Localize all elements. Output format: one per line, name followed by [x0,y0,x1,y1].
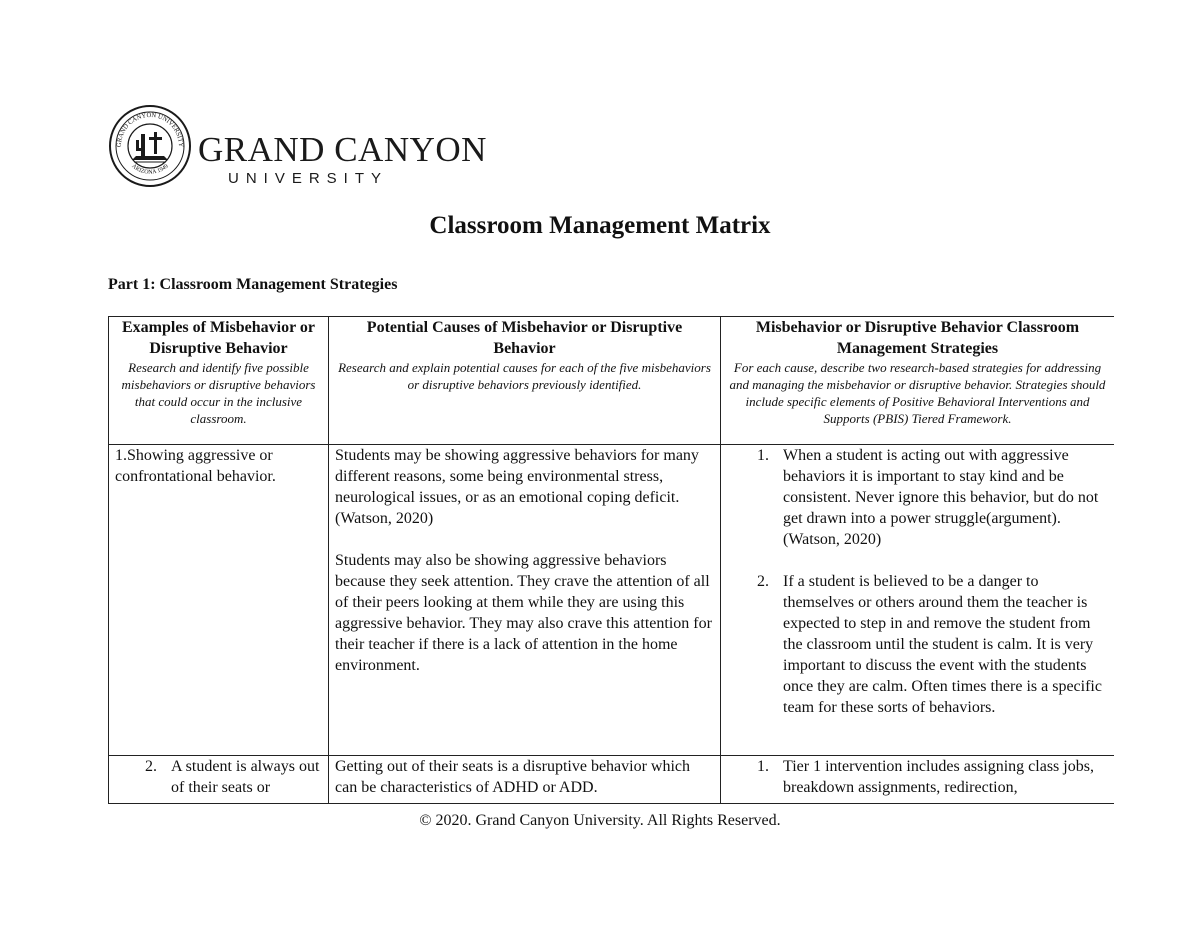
table-row [109,756,1115,805]
header-cell-causes: Potential Causes of Misbehavior or Disruptive Behavior Research and explain potential causes for each of the five misbehaviors or disruptive behaviors previously identified. [329,317,721,445]
university-seal-icon [108,104,192,188]
logo-wordmark: GRAND CANYON [198,130,487,169]
table-row [109,445,1115,756]
header-cell-strategies: Misbehavior or Disruptive Behavior Classroom Management Strategies For each cause, describe two research-based strategies for addressing and managing the misbehavior or disruptive behavior. Strategies should include specific elements of Positive Behavioral Interventions and Supports (PBIS) Tiered Framework. [721,317,1115,445]
header-cell-examples: Examples of Misbehavior or Disruptive Behavior Research and identify five possible misbehaviors or disruptive behaviors that could occur in the inclusive classroom. [109,317,329,445]
causes-cell: Students may be showing aggressive behaviors for many different reasons, some being environmental stress, neurological issues, or as an emotional coping deficit. (Watson, 2020) Students may also be showing aggressive behaviors because they seek attention. They crave the attention of all of their peers looking at them while they are using this aggressive behavior. They may also crave this attention for their teacher if there is a lack of attention in the home environment. [329,445,721,756]
svg-text:GRAND CANYON UNIVERSITY: GRAND CANYON UNIVERSITY [115,111,185,148]
svg-text:ARIZONA 1949: ARIZONA 1949 [130,163,170,176]
example-cell: 1.Showing aggressive or confrontational behavior. [109,445,329,756]
gcu-logo [108,104,487,200]
table-header-row [109,317,1115,445]
logo-subtitle: UNIVERSITY [228,170,389,187]
list-item: 1. When a student is acting out with aggressive behaviors it is important to stay kind and be consistent. Never ignore this behavior, but do not get drawn into a power struggle(argument). (Watson, 2020) [757,447,1099,548]
matrix-table-container [108,316,1114,804]
copyright-footer: © 2020. Grand Canyon University. All Rights Reserved. [419,812,781,829]
classroom-management-matrix [108,316,1114,804]
strategies-cell [721,445,1115,756]
list-item: 1. Tier 1 intervention includes assigning class jobs, breakdown assignments, redirection, [757,758,1094,796]
part-title: Part 1: Classroom Management Strategies [108,276,398,293]
example-cell: 2. A student is always out of their seats or [109,756,329,805]
list-item: 2. If a student is believed to be a danger to themselves or others around them the teacher is expected to step in and remove the student from the classroom until the student is calm. It is very important to discuss the event with the students once they are calm. Often times there is a specific team for these sorts of behaviors. [757,573,1102,716]
strategies-cell [721,756,1115,805]
document-title: Classroom Management Matrix [429,212,771,239]
causes-cell: Getting out of their seats is a disruptive behavior which can be characteristics of ADHD or ADD. [329,756,721,805]
